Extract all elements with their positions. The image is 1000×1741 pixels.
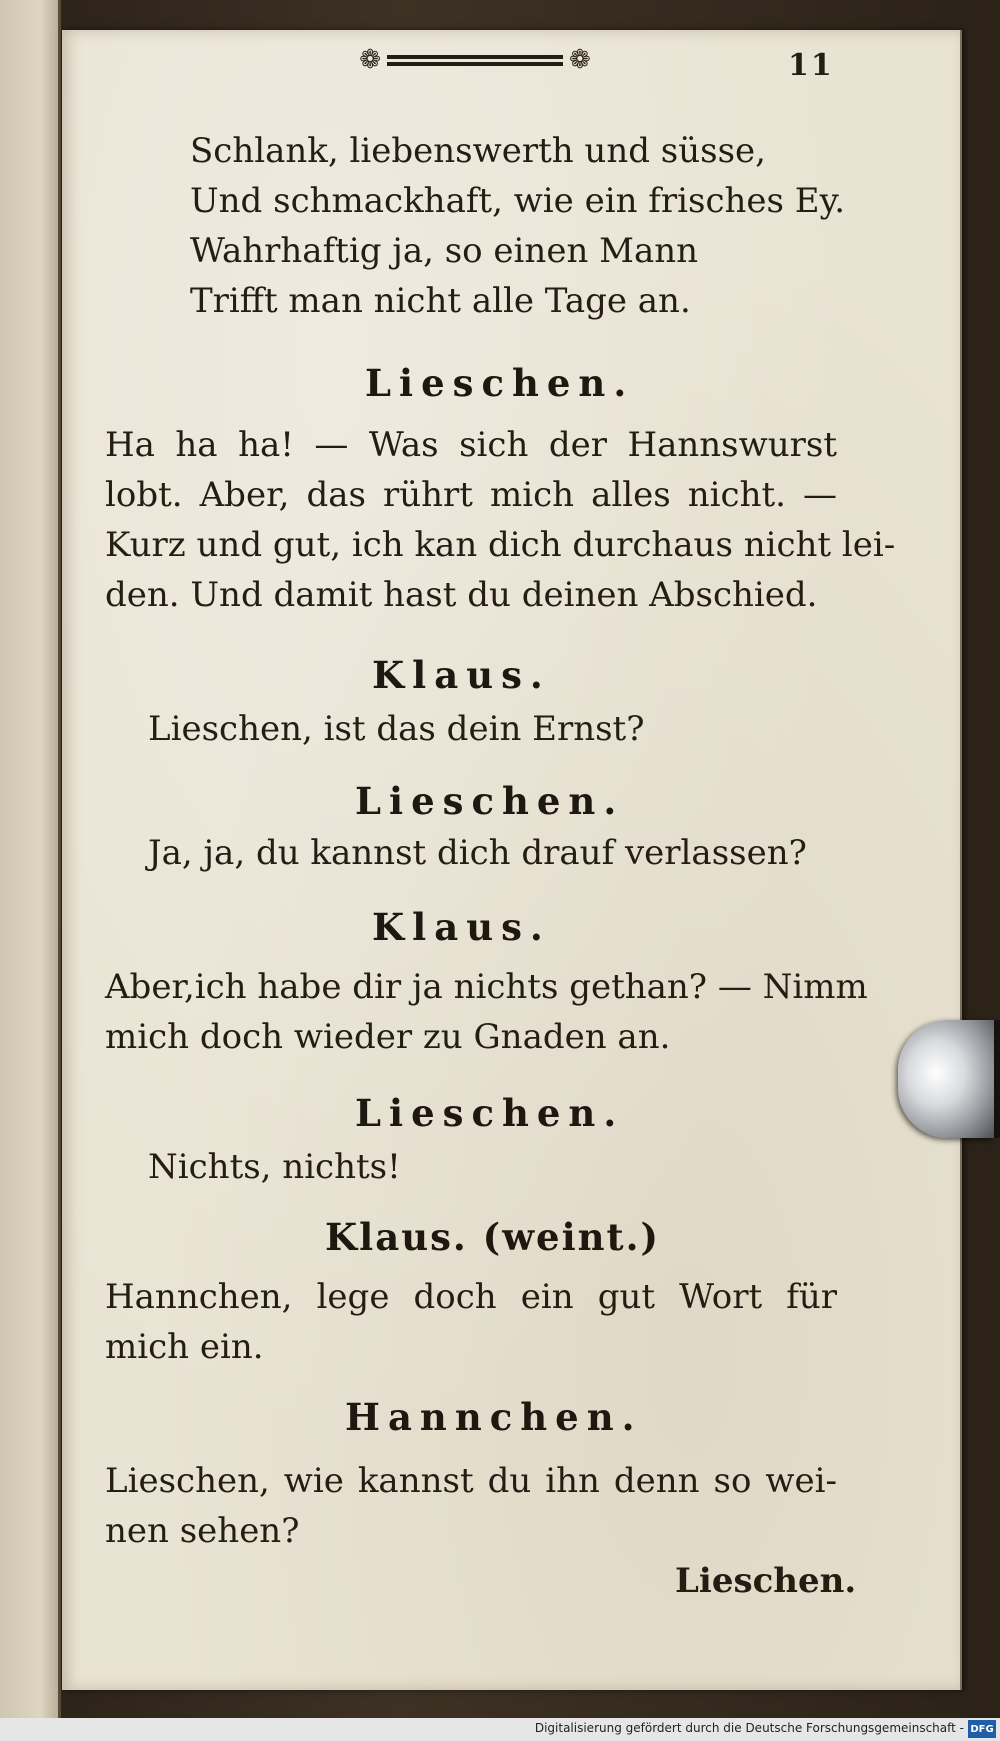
speaker-name: Klaus.	[372, 905, 551, 949]
dialogue-line: Lieschen, wie kannst du ihn denn so wei-	[105, 1461, 837, 1501]
dialogue-line: Nichts, nichts!	[148, 1147, 401, 1187]
dialogue-line: Hannchen, lege doch ein gut Wort für	[105, 1277, 837, 1317]
dialogue-line: lobt. Aber, das rührt mich alles nicht. —	[105, 475, 837, 515]
dialogue-line: mich ein.	[105, 1327, 264, 1367]
speaker-name: Hannchen.	[345, 1395, 643, 1439]
page-clip	[898, 1020, 1000, 1138]
dialogue-line: mich doch wieder zu Gnaden an.	[105, 1017, 671, 1057]
verse-line: Trifft man nicht alle Tage an.	[190, 281, 691, 321]
page-number: 11	[788, 48, 834, 83]
verse-line: Schlank, liebenswerth und süsse,	[190, 131, 766, 171]
dialogue-line: Ja, ja, du kannst dich drauf verlassen?	[148, 833, 807, 873]
speaker-name: Lieschen.	[355, 1091, 625, 1135]
speaker-name: Lieschen.	[365, 361, 635, 405]
dialogue-line: Kurz und gut, ich kan dich durchaus nicht lei-	[105, 525, 896, 565]
dialogue-line: den. Und damit hast du deinen Abschied.	[105, 575, 818, 615]
verse-line: Wahrhaftig ja, so einen Mann	[190, 231, 699, 271]
dialogue-line: Aber,ich habe dir ja nichts gethan? — Nimm	[105, 967, 868, 1007]
header-ornament	[340, 44, 610, 76]
catchword: Lieschen.	[675, 1561, 857, 1601]
flower-ornament-icon: ❁	[569, 45, 591, 75]
funding-credit: Digitalisierung gefördert durch die Deutsche Forschungsgemeinschaft -	[534, 1721, 964, 1735]
ornament-rule	[387, 55, 563, 66]
flower-ornament-icon: ❁	[359, 45, 381, 75]
speaker-name: Klaus. (weint.)	[325, 1215, 661, 1259]
dfg-logo: DFG	[968, 1720, 996, 1738]
speaker-name: Klaus.	[372, 653, 551, 697]
speaker-name: Lieschen.	[355, 779, 625, 823]
verse-line: Und schmackhaft, wie ein frisches Ey.	[190, 181, 846, 221]
dialogue-line: Lieschen, ist das dein Ernst?	[148, 709, 645, 749]
dialogue-line: Ha ha ha! — Was sich der Hannswurst	[105, 425, 837, 465]
metal-clip-icon	[898, 1020, 994, 1138]
facing-page-edge	[0, 0, 61, 1741]
dialogue-line: nen sehen?	[105, 1511, 300, 1551]
